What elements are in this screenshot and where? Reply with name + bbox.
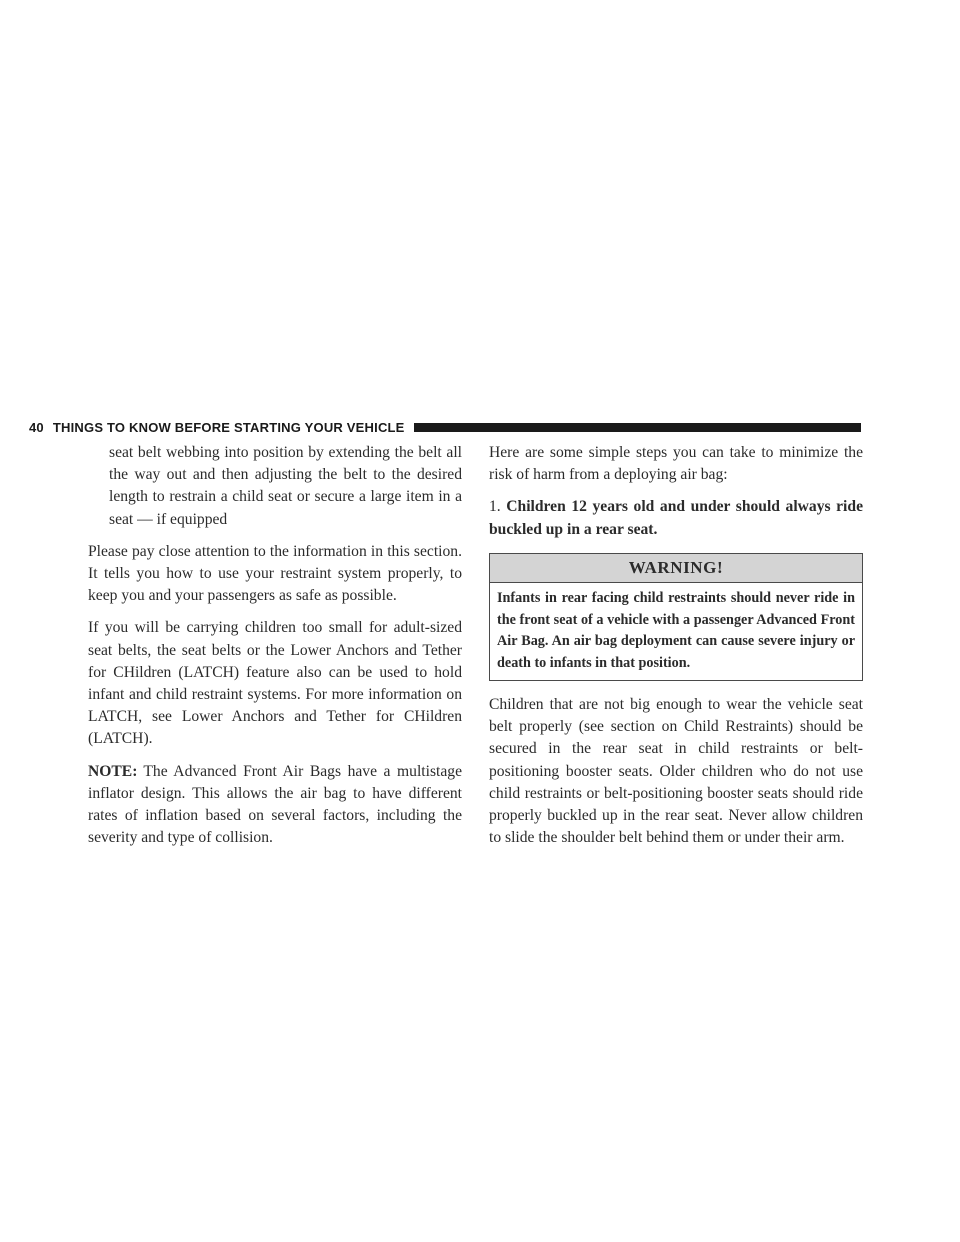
paragraph-latch: If you will be carrying children too small for adult-sized seat belts, the seat belts or the Lower Anchors and Tether for CHildren (LATCH) feature also can be used to hold infant and child restraint systems. For more information on LATCH, see Lower Anchors and Tether for CHildren (LATCH). bbox=[88, 619, 462, 748]
note-label: NOTE: bbox=[88, 762, 138, 780]
paragraph-attention: Please pay close attention to the information in this section. It tells you how to use your restraint system properly, to keep you and your passengers as safe as possible. bbox=[88, 542, 462, 605]
step-1-number: 1. bbox=[489, 498, 501, 516]
step-1-text: Children 12 years old and under should always ride buckled up in a rear seat. bbox=[489, 498, 863, 538]
note-paragraph bbox=[88, 761, 462, 850]
warning-box bbox=[489, 553, 863, 681]
step-1 bbox=[489, 496, 863, 540]
right-column bbox=[489, 442, 863, 859]
section-title: THINGS TO KNOW BEFORE STARTING YOUR VEHICLE bbox=[52, 419, 405, 435]
warning-title: WARNING! bbox=[490, 554, 862, 583]
paragraph-intro: Here are some simple steps you can take to minimize the risk of harm from a deploying air bag: bbox=[489, 444, 863, 484]
warning-text: Infants in rear facing child restraints should never ride in the front seat of a vehicle with a passenger Advanced Front Air Bag. An air bag deployment can cause severe injury or death to infants in that position. bbox=[497, 590, 855, 671]
page-header bbox=[29, 416, 861, 438]
left-column bbox=[88, 442, 462, 859]
note-text: The Advanced Front Air Bags have a multistage inflator design. This allows the air bag to have different rates of inflation based on several factors, including the severity and type of collision. bbox=[88, 762, 462, 847]
page-number: 40 bbox=[29, 419, 44, 435]
paragraph-children: Children that are not big enough to wear the vehicle seat belt properly (see section on Child Restraints) should be secured in the rear seat in child restraints or belt-positioning booster seats. Older children who do not use child restraints or belt-positioning booster seats should ride properly buckled up in the rear seat. Never allow children to slide the shoulder belt behind them or under their arm. bbox=[489, 696, 863, 847]
continued-list-item: seat belt webbing into position by extending the belt all the way out and then adjusting the belt to the desired length to restrain a child seat or secure a large item in a seat — if equipped bbox=[109, 444, 462, 528]
header-rule bbox=[414, 423, 861, 432]
